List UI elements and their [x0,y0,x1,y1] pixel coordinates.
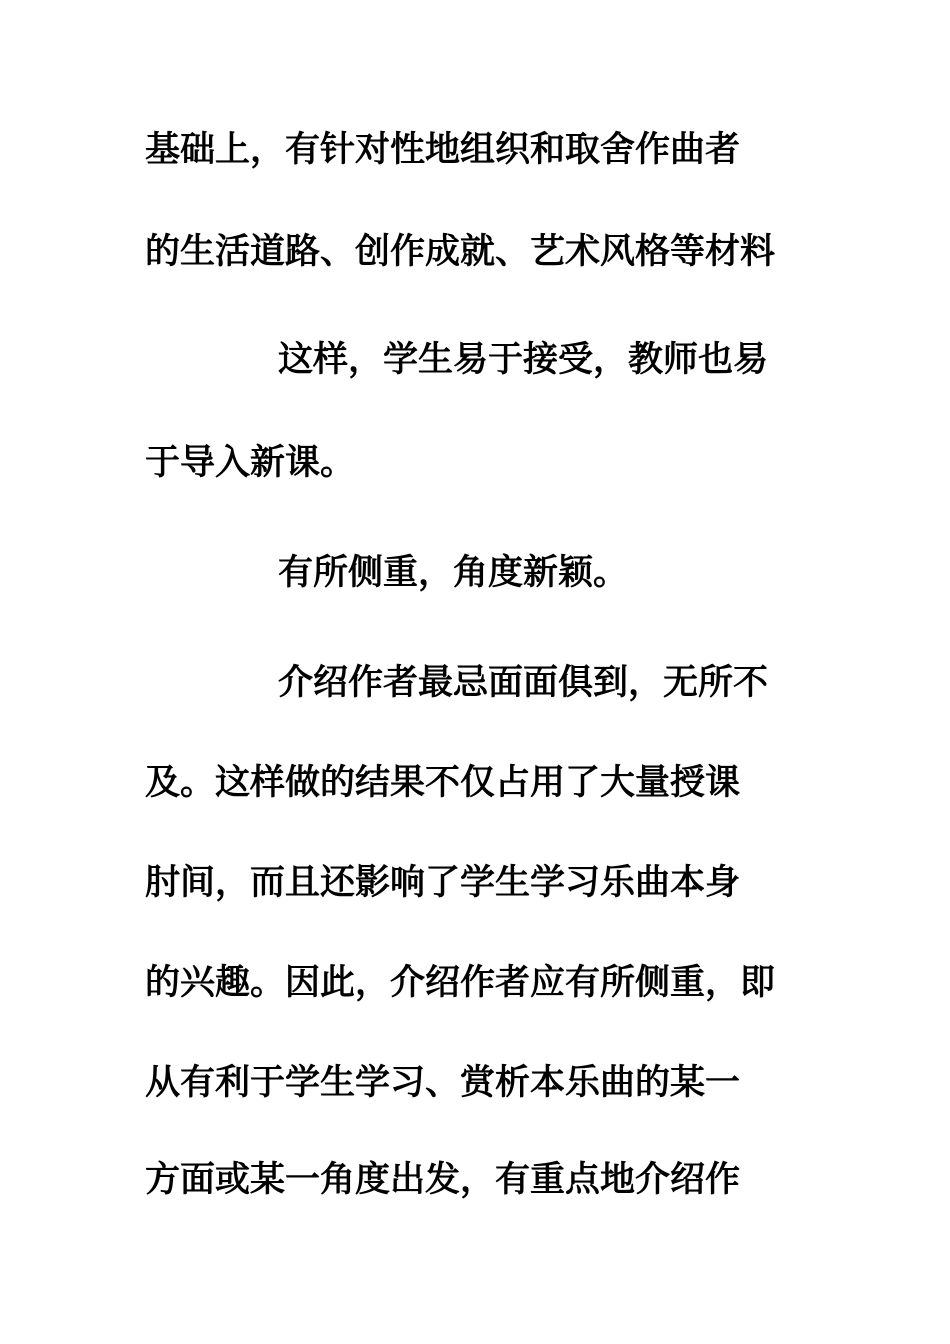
text-line: 从有利于学生学习、赏析本乐曲的某一 [145,1062,741,1103]
section-heading: 有所侧重，角度新颖。 [278,552,629,593]
text-line: 及。这样做的结果不仅占用了大量授课 [145,762,741,803]
paragraph-start-line: 这样，学生易于接受，教师也易 [278,339,769,380]
text-line: 方面或某一角度出发，有重点地介绍作 [145,1159,741,1200]
text-line: 基础上，有针对性地组织和取舍作曲者 [145,129,741,170]
text-line: 肘间，而且还影响了学生学习乐曲本身 [145,862,741,903]
paragraph-start-line: 介绍作者最忌面面俱到，无所不 [278,662,769,703]
text-line: 的兴趣。因此，介绍作者应有所侧重，即 [145,962,776,1003]
text-line: 于导入新课。 [145,442,356,483]
text-line: 的生活道路、创作成就、艺术风格等材料 [145,231,776,272]
